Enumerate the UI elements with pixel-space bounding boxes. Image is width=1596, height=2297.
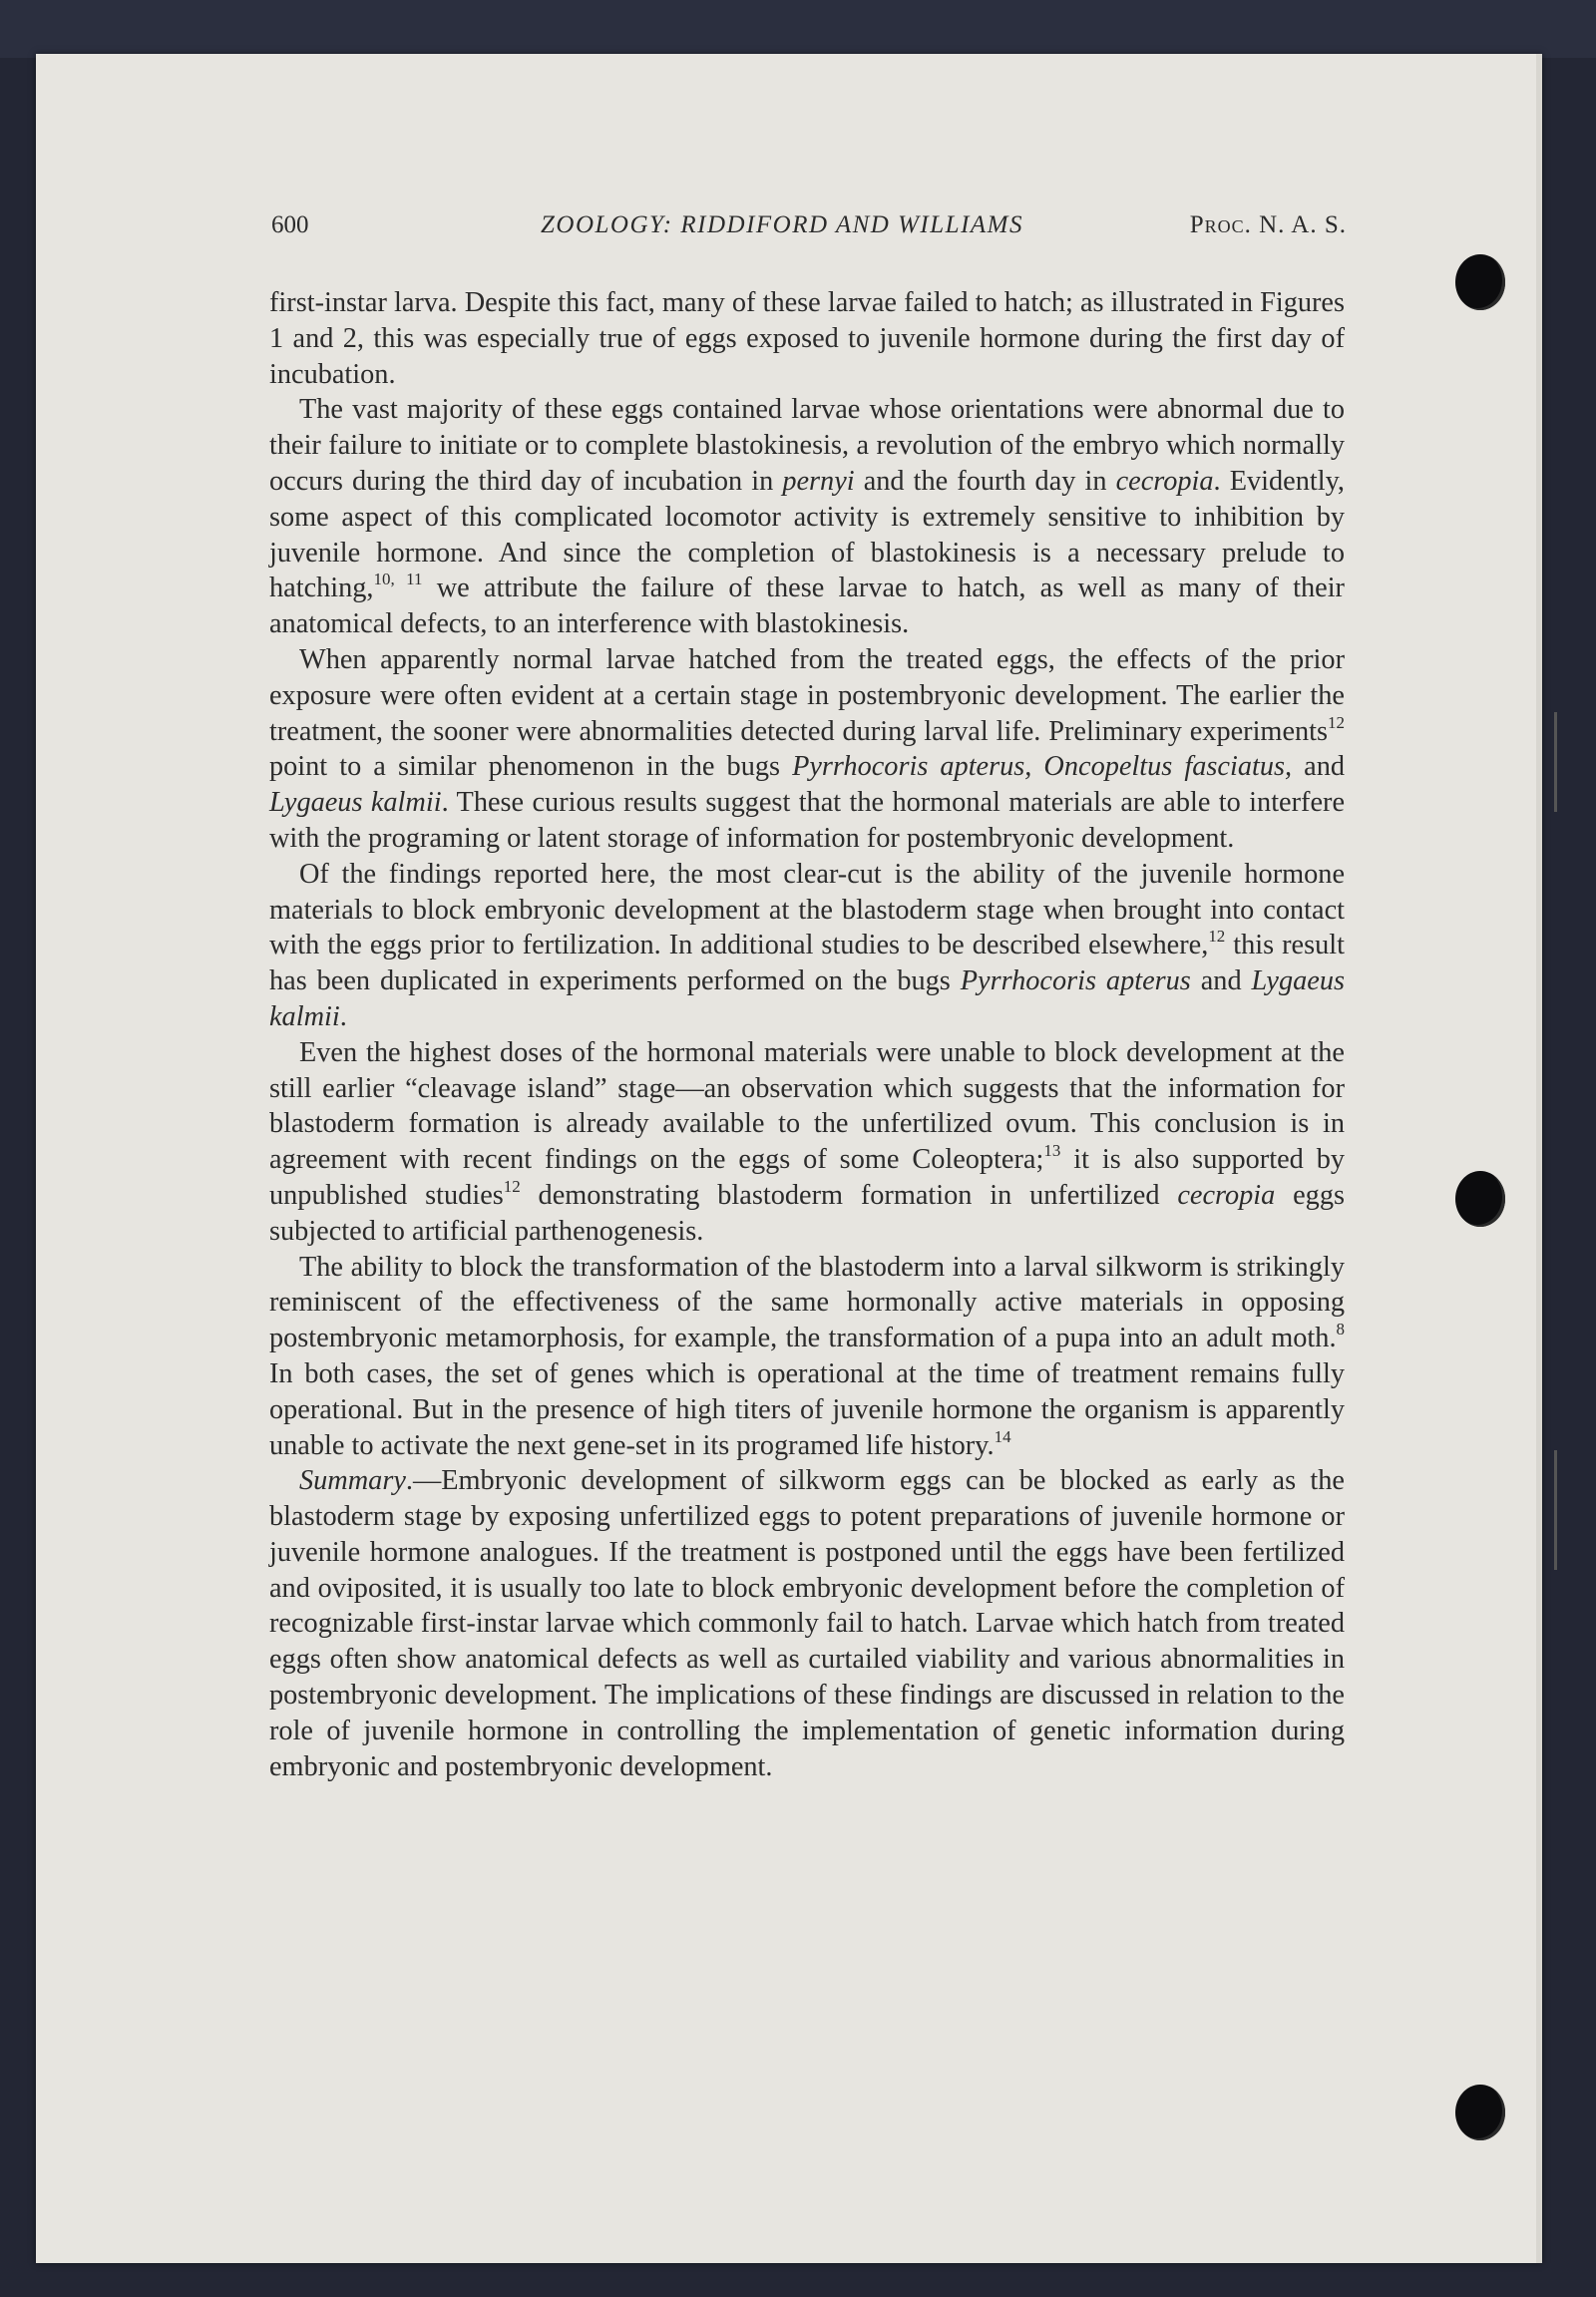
text-run: this result has been duplicated in experiments performed on the bugs	[269, 930, 1345, 997]
scanner-backdrop	[0, 0, 1596, 58]
species-name: pernyi	[782, 465, 855, 497]
reference-superscript: 8	[1336, 1320, 1345, 1340]
running-title: ZOOLOGY: RIDDIFORD AND WILLIAMS	[541, 211, 1023, 238]
paragraph-blastokinesis	[269, 392, 1345, 642]
species-name: cecropia	[1115, 465, 1214, 497]
punch-hole-bottom	[1455, 2085, 1505, 2140]
reference-superscript: 12	[1208, 927, 1226, 947]
text-run: The vast majority of these eggs contained larvae whose orientations were abnormal due to their failure to initiate or to complete blastokinesis, a revolution of the embryo which normally occurs during the third day of incubation in	[269, 394, 1345, 497]
running-header	[271, 211, 1347, 251]
text-run: it is also supported by unpublished studies	[269, 1144, 1345, 1211]
species-name: Lygaeus kalmii	[269, 965, 1345, 1032]
text-run: eggs subjected to artificial parthenogenesis.	[269, 1179, 1345, 1247]
text-run: first-instar larva. Despite this fact, many of these larvae failed to hatch; as illustrated in Figures 1 and 2, this was especially true of eggs exposed to juvenile hormone during the first day of incubation.	[269, 287, 1345, 390]
text-run: In both cases, the set of genes which is operational at the time of treatment remains fully operational. But in the presence of high titers of juvenile hormone the organism is apparently unable to activate the next gene-set in its programed life history.	[269, 1357, 1345, 1461]
text-run: The ability to block the transformation of the blastoderm into a larval silkworm is strikingly reminiscent of the effectiveness of the same hormonally active materials in opposing postembryonic metamorphosis, for example, the transformation of a pupa into an adult moth.	[269, 1251, 1345, 1354]
journal-abbreviation: Proc. N. A. S.	[1189, 211, 1347, 238]
paragraph-findings	[269, 857, 1345, 1035]
text-run: and	[1292, 751, 1345, 783]
paragraph-cleavage	[269, 1035, 1345, 1250]
reference-superscript: 14	[994, 1426, 1011, 1446]
reference-superscript: 13	[1043, 1141, 1061, 1161]
species-name: Pyrrhocoris apterus, Oncopeltus fasciatus,	[792, 751, 1293, 783]
article-body	[269, 285, 1345, 1784]
paragraph-postembryonic	[269, 642, 1345, 857]
text-run: When apparently normal larvae hatched from the treated eggs, the effects of the prior exposure were often evident at a certain stage in postembryonic development. The earlier the treatment, the sooner were abnormalities detected during larval life. Preliminary experiments	[269, 643, 1345, 747]
punch-hole-top	[1455, 254, 1505, 310]
paragraph-continuation	[269, 285, 1345, 392]
species-name: cecropia	[1177, 1179, 1276, 1211]
summary-heading: Summary	[299, 1465, 406, 1497]
text-run: we attribute the failure of these larvae to hatch, as well as many of their anatomical defects, to an interference with blastokinesis.	[269, 573, 1345, 640]
text-run: point to a similar phenomenon in the bugs	[269, 751, 793, 783]
text-run: Even the highest doses of the hormonal materials were unable to block development at the still earlier “cleavage island” stage—an observation which suggests that the information for blastoderm formation is already available to the unfertilized ovum. This conclusion is in agreement with recent findings on the eggs of some Coleoptera;	[269, 1036, 1345, 1176]
text-run: .	[339, 1000, 347, 1032]
paragraph-metamorphosis	[269, 1250, 1345, 1464]
reference-superscript: 10, 11	[373, 570, 423, 589]
text-run: demonstrating blastoderm formation in unfertilized	[520, 1179, 1178, 1211]
edge-mark-upper	[1554, 712, 1557, 812]
text-run: Of the findings reported here, the most clear-cut is the ability of the juvenile hormone materials to block embryonic development at the blastoderm stage when brought into contact with the eggs prior to fertilization. In additional studies to be described elsewhere,	[269, 858, 1345, 961]
paper-edge	[1536, 54, 1542, 2263]
text-run: .—Embryonic development of silkworm eggs can be blocked as early as the blastoderm stage by exposing unfertilized eggs to potent preparations of juvenile hormone or juvenile hormone analogues. If the treatment is postponed until the eggs have been fertilized and oviposited, it is usually too late to block embryonic development before the completion of recognizable first-instar larvae which commonly fail to hatch. Larvae which hatch from treated eggs often show anatomical defects as well as curtailed viability and various abnormalities in postembryonic development. The implications of these findings are discussed in relation to the role of juvenile hormone in controlling the implementation of genetic information during embryonic and postembryonic development.	[269, 1465, 1345, 1782]
reference-superscript: 12	[1328, 712, 1345, 732]
text-run: . Evidently, some aspect of this complicated locomotor activity is extremely sensitive to inhibition by juvenile hormone. And since the completion of blastokinesis is a necessary prelude to hatching,	[269, 465, 1345, 604]
page-number: 600	[271, 211, 309, 238]
text-run: and	[1190, 965, 1252, 997]
species-name: Pyrrhocoris apterus	[960, 965, 1191, 997]
species-name: Lygaeus kalmii	[269, 787, 442, 819]
edge-mark-lower	[1554, 1450, 1557, 1570]
punch-hole-middle	[1455, 1171, 1505, 1227]
paragraph-summary	[269, 1463, 1345, 1784]
text-run: . These curious results suggest that the hormonal materials are able to interfere with the programing or latent storage of information for postembryonic development.	[269, 787, 1346, 854]
reference-superscript: 12	[503, 1177, 521, 1197]
text-run: and the fourth day in	[854, 465, 1116, 497]
